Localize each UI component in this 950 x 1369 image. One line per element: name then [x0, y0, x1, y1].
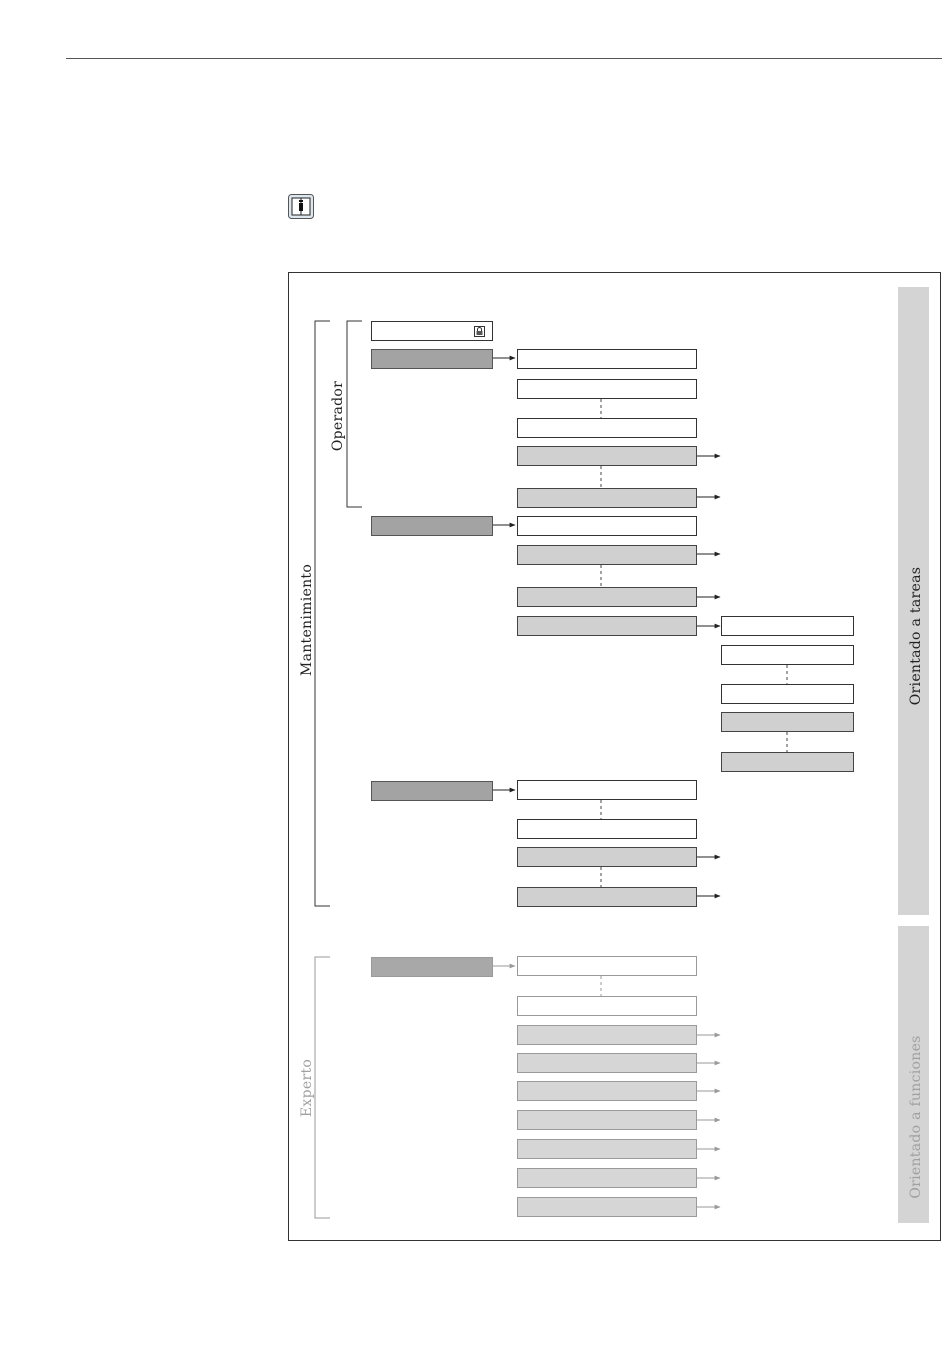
- menu-box-operation[interactable]: [371, 349, 493, 369]
- submenu-box-with-children[interactable]: [517, 587, 697, 607]
- root-menu-box[interactable]: [371, 321, 493, 341]
- submenu-box[interactable]: [517, 349, 697, 369]
- expert-submenu-box-with-children[interactable]: [517, 1110, 697, 1130]
- expert-submenu-box-with-children[interactable]: [517, 1197, 697, 1217]
- expert-submenu-box-with-children[interactable]: [517, 1053, 697, 1073]
- expert-bracket: [315, 957, 330, 1218]
- expert-submenu-box-with-children[interactable]: [517, 1139, 697, 1159]
- submenu-box[interactable]: [517, 516, 697, 536]
- submenu-box[interactable]: [517, 819, 697, 839]
- expert-submenu-box[interactable]: [517, 996, 697, 1016]
- lock-icon: [474, 326, 485, 337]
- submenu-box[interactable]: [517, 780, 697, 800]
- sub-submenu-box[interactable]: [721, 616, 854, 636]
- operator-label: Operador: [330, 380, 346, 452]
- menu-box-diagnostics[interactable]: [371, 781, 493, 801]
- function-oriented-label: Orientado a funciones: [908, 1035, 924, 1199]
- submenu-box-with-children[interactable]: [517, 446, 697, 466]
- sub-submenu-box[interactable]: [721, 645, 854, 665]
- expert-submenu-box-with-children[interactable]: [517, 1081, 697, 1101]
- maintenance-bracket: [315, 321, 330, 906]
- expert-submenu-box[interactable]: [517, 956, 697, 976]
- submenu-box-with-children[interactable]: [517, 616, 697, 636]
- operator-bracket: [347, 321, 362, 507]
- submenu-box-with-children[interactable]: [517, 488, 697, 508]
- menu-box-setup[interactable]: [371, 516, 493, 536]
- submenu-box-with-children[interactable]: [517, 847, 697, 867]
- expert-submenu-box-with-children[interactable]: [517, 1025, 697, 1045]
- sub-submenu-box-with-children[interactable]: [721, 752, 854, 772]
- sub-submenu-box[interactable]: [721, 684, 854, 704]
- submenu-box-with-children[interactable]: [517, 887, 697, 907]
- maintenance-label: Mantenimiento: [299, 563, 315, 677]
- sub-submenu-box-with-children[interactable]: [721, 712, 854, 732]
- submenu-box[interactable]: [517, 379, 697, 399]
- task-oriented-label: Orientado a tareas: [908, 566, 924, 706]
- expert-label: Experto: [299, 1058, 315, 1118]
- expert-submenu-box-with-children[interactable]: [517, 1168, 697, 1188]
- submenu-box-with-children[interactable]: [517, 545, 697, 565]
- submenu-box[interactable]: [517, 418, 697, 438]
- menu-box-expert[interactable]: [371, 957, 493, 977]
